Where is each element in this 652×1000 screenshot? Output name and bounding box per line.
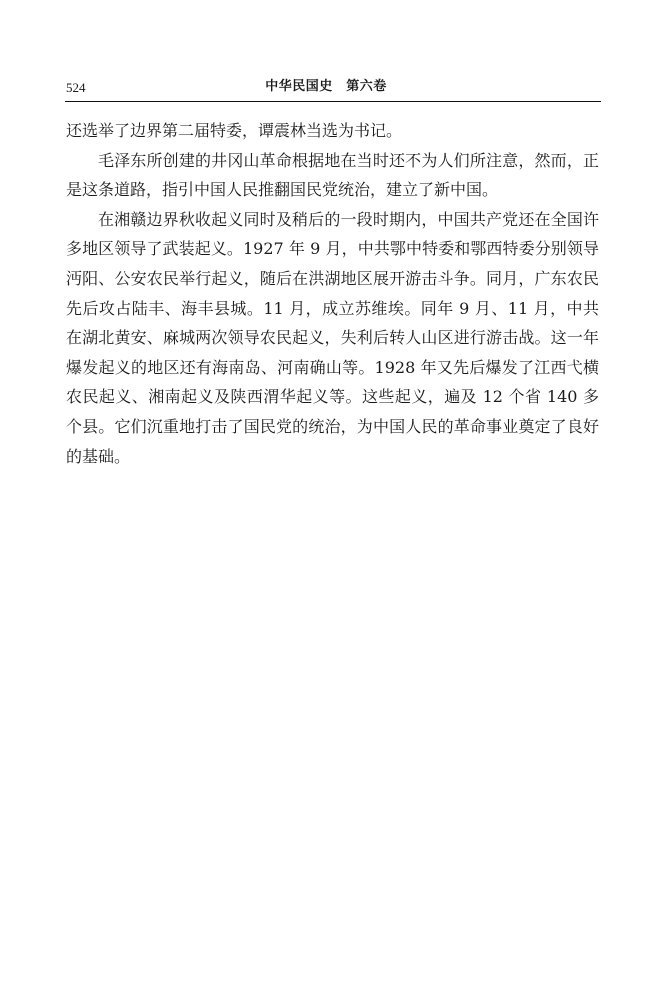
paragraph-uprisings: 在湘赣边界秋收起义同时及稍后的一段时期内，中国共产党还在全国许多地区领导了武装起义。1927 年 9 月，中共鄂中特委和鄂西特委分别领导沔阳、公安农民举行起义，随后在洪湖地区展开游击斗争。同月，广东农民先后攻占陆丰、海丰县城。11 月，成立苏维埃。同年 9 月、11 月，中共在湖北黄安、麻城两次领导农民起义，失利后转人山区进行游击战。这一年爆发起义的地区还有海南岛、河南确山等。1928 年又先后爆发了江西弋横农民起义、湘南起义及陕西渭华起义等。这些起义，遍及 12 个省 140 多个县。它们沉重地打击了国民党的统治，为中国人民的革命事业奠定了良好的基础。: [66, 209, 599, 466]
header-rule: [65, 101, 601, 102]
paragraph-continuation: 还选举了边界第二届特委，谭震林当选为书记。: [66, 121, 403, 140]
body-text: [66, 116, 599, 471]
running-title: 中华民国史 第六卷: [265, 79, 387, 94]
paragraph-jinggangshan: 毛泽东所创建的井冈山革命根据地在当时还不为人们所注意，然而，正是这条道路，指引中国人民推翻国民党统治，建立了新中国。: [66, 150, 599, 200]
page-number: 524: [66, 80, 86, 95]
